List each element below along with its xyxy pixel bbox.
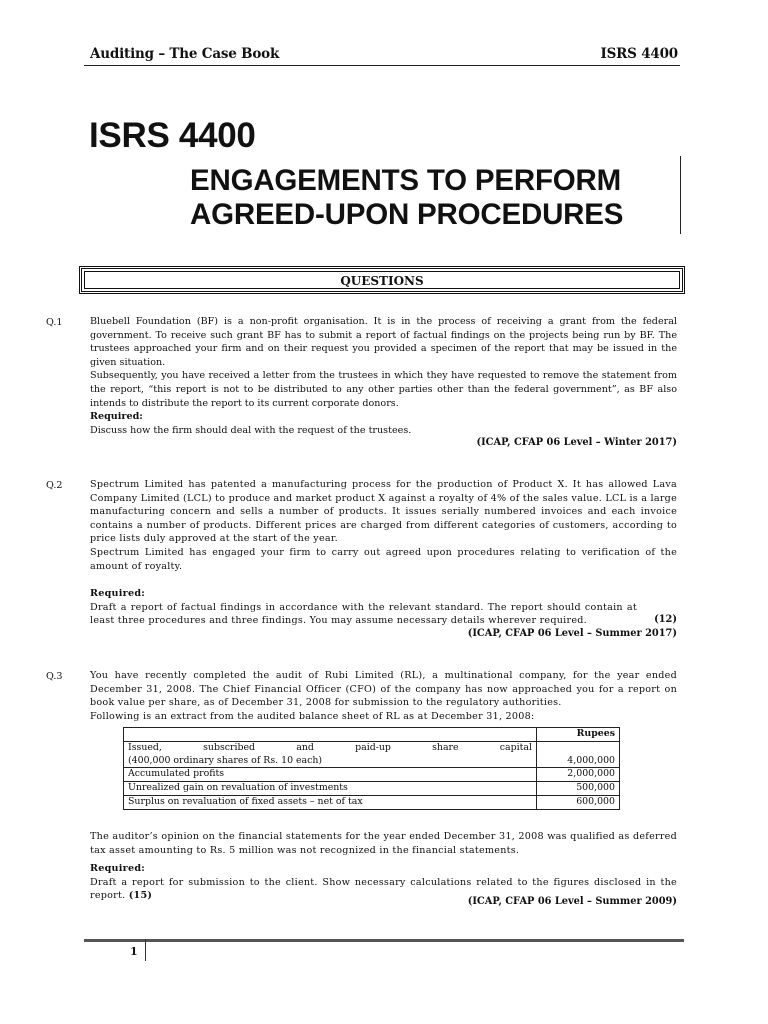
chapter-code-title: ISRS 4400 <box>89 116 256 155</box>
questions-section-box <box>79 266 685 294</box>
question-number-2: Q.2 <box>46 480 63 491</box>
title-side-bar <box>680 156 681 234</box>
question-2-paragraph-1: Spectrum Limited has patented a manufacturing process for the production of Product X. It has allowed Lava Company Limited (LCL) to produce and market product X against a royalty of 4% of the sales value. LCL is a large manufacturing concern and sells a number of products. It issues serially numbered invoices and each invoice contains a number of products. Different prices are charged from different categories of customers, according to price lists duly approved at the start of the year. <box>90 479 677 545</box>
question-3-body <box>90 669 677 723</box>
accumulated-profits-label: Accumulated profits <box>124 768 537 782</box>
revaluation-surplus-amount: 600,000 <box>537 796 620 810</box>
question-2-requirement <box>90 587 677 628</box>
question-2-body <box>90 478 677 573</box>
running-header-title: Auditing – The Case Book <box>90 46 280 62</box>
question-1-required: Required: <box>90 411 143 423</box>
unrealized-gain-amount: 500,000 <box>537 782 620 796</box>
table-cell-label <box>124 742 537 768</box>
share-capital-sublabel: (400,000 ordinary shares of Rs. 10 each) <box>128 754 323 766</box>
footer-rule <box>84 939 684 942</box>
question-1-paragraph-2: Subsequently, you have received a letter from the trustees in which they have requested to remove the statement from the report, “this report is not to be distributed to any other parties other than the federal government”, as BF also intends to distribute the report to its current corporate donors. <box>90 370 677 409</box>
table-row <box>124 742 620 768</box>
balance-sheet-extract-table <box>123 727 620 810</box>
question-3-paragraph-1: You have recently completed the audit of Rubi Limited (RL), a multinational company, for the year ended December 31, 2008. The Chief Financial Officer (CFO) of the company has now approached you for a report on book value per share, as of December 31, 2008 for submission to the regulatory authorities. <box>90 670 677 709</box>
question-2-task: Draft a report of factual findings in accordance with the relevant standard. The report should contain at least three procedures and three findings. You may assume necessary details wherever required. <box>90 601 637 627</box>
running-header-code: ISRS 4400 <box>600 46 678 62</box>
revaluation-surplus-label: Surplus on revaluation of fixed assets – net of tax <box>124 796 537 810</box>
footer-divider <box>145 939 146 961</box>
question-2-required: Required: <box>90 588 146 599</box>
question-3-task-text: Draft a report for submission to the client. Show necessary calculations related to the figures disclosed in the report. <box>90 876 677 902</box>
question-1-body <box>90 315 677 437</box>
question-2-paragraph-2: Spectrum Limited has engaged your firm to carry out agreed upon procedures relating to verification of the amount of royalty. <box>90 546 677 572</box>
header-rule <box>84 65 680 66</box>
accumulated-profits-amount: 2,000,000 <box>537 768 620 782</box>
question-3-marks: (15) <box>128 890 153 902</box>
question-number-1: Q.1 <box>46 317 63 328</box>
page-number: 1 <box>130 945 138 958</box>
table-row <box>124 768 620 782</box>
chapter-title-line-2: AGREED-UPON PROCEDURES <box>190 198 624 231</box>
question-3-paragraph-2: Following is an extract from the audited balance sheet of RL as at December 31, 2008: <box>90 710 535 722</box>
currency-header: Rupees <box>537 728 620 742</box>
question-2-marks: (12) <box>654 614 677 625</box>
unrealized-gain-label: Unrealized gain on revaluation of investments <box>124 782 537 796</box>
question-1-paragraph-1: Bluebell Foundation (BF) is a non-profit organisation. It is in the process of receiving a grant from the federal government. To receive such grant BF has to submit a report of factual findings on the projects being run by BF. The trustees approached your firm and on their request you provided a specimen of the report that may be issued in the given situation. <box>90 316 677 368</box>
chapter-title-line-1: ENGAGEMENTS TO PERFORM <box>190 164 622 197</box>
question-3-source: (ICAP, CFAP 06 Level – Summer 2009) <box>467 896 677 907</box>
question-number-3: Q.3 <box>46 671 63 682</box>
table-header-row <box>124 728 620 742</box>
question-1-source: (ICAP, CFAP 06 Level – Winter 2017) <box>476 437 677 448</box>
table-row <box>124 796 620 810</box>
question-1-task: Discuss how the firm should deal with the request of the trustees. <box>90 424 412 436</box>
question-3-required: Required: <box>90 863 146 874</box>
share-capital-label: Issued, subscribed and paid-up share capital <box>128 742 532 753</box>
questions-section-label: QUESTIONS <box>340 274 424 288</box>
share-capital-amount: 4,000,000 <box>537 742 620 768</box>
question-2-source: (ICAP, CFAP 06 Level – Summer 2017) <box>467 628 677 639</box>
question-3-opinion-paragraph: The auditor’s opinion on the financial statements for the year ended December 31, 2008 was qualified as deferred tax asset amounting to Rs. 5 million was not recognized in the financial statements. <box>90 831 677 856</box>
table-row <box>124 782 620 796</box>
